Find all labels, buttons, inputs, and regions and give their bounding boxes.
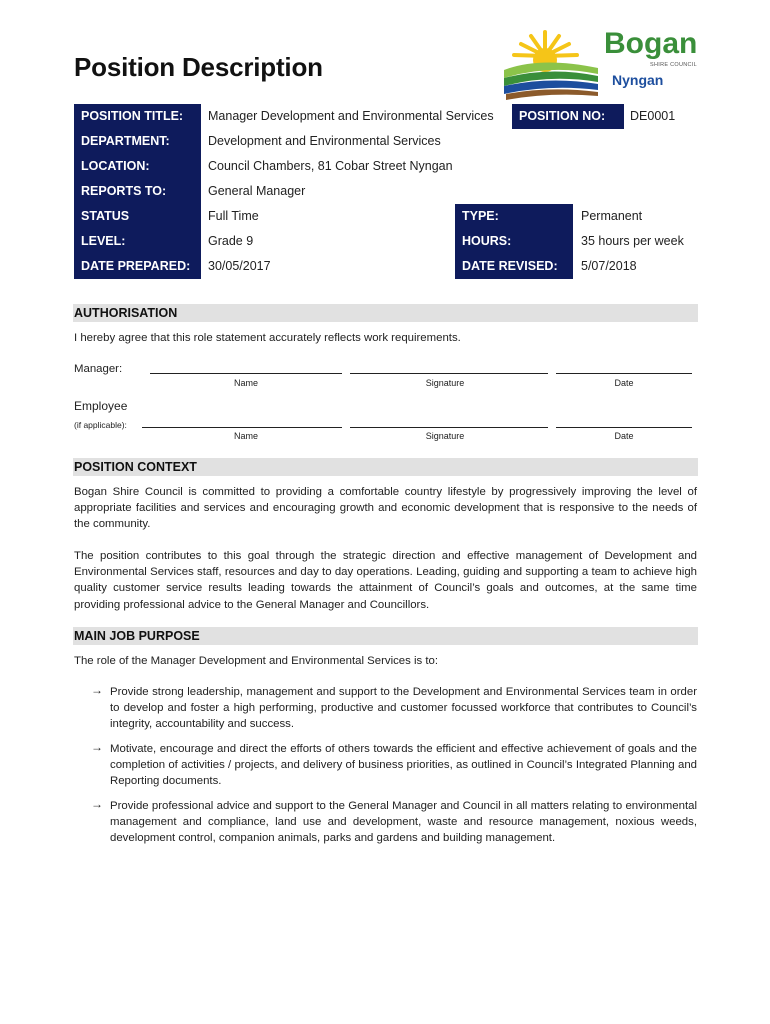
employee-sub-label: (if applicable): [74,420,127,430]
manager-signature-line[interactable] [350,373,548,374]
employee-label: Employee [74,399,128,413]
manager-date-caption: Date [614,378,634,388]
type-value: Permanent [581,209,643,223]
context-paragraph-1: Bogan Shire Council is committed to providing a comfortable country lifestyle by progressively improving the level of appropriate facilities and services and encouraging growth and economic development that is responsive to the needs of the community. [74,486,697,531]
date-prepared-value: 30/05/2017 [208,259,271,273]
department-value: Development and Environmental Services [208,134,441,148]
purpose-bullet-1: Provide strong leadership, management and support to the Development and Environmental Services team in order to develop and foster a high performing, productive and customer focussed workforce that contributes to Council’s integrity, accountability and success. [110,686,697,731]
arrow-icon: → [91,740,103,754]
employee-signature-caption: Signature [425,431,465,441]
page-title: Position Description [74,52,323,82]
purpose-bullet-3: Provide professional advice and support to the General Manager and Council in all matters relating to environmental management and compliance, land use and development, waste and resource management, noxious weeds, development control, companion animals, parks and gardens and building management. [110,800,697,845]
level-value: Grade 9 [208,234,254,248]
date-revised-value: 5/07/2018 [581,259,637,273]
main-job-purpose-heading: MAIN JOB PURPOSE [73,627,698,645]
arrow-icon: → [91,797,103,811]
type-label: TYPE: [455,204,573,229]
position-title-label: POSITION TITLE: [74,104,201,129]
status-label: STATUS [74,204,201,229]
reports-to-label: REPORTS TO: [74,179,201,204]
employee-date-caption: Date [614,431,634,441]
purpose-bullet-2: Motivate, encourage and direct the efforts of others towards the efficient and effective achievement of goals and the completion of activities / projects, and delivery of business priorities, as outlined in Council’s Integrated Planning and Reporting documents. [110,743,697,788]
date-revised-label: DATE REVISED: [455,254,573,279]
employee-signature-line[interactable] [350,427,548,428]
authorisation-heading: AUTHORISATION [73,304,698,322]
logo-wordmark: Bogan [604,27,698,60]
position-no-label: POSITION NO: [512,104,624,129]
employee-name-caption: Name [233,431,258,441]
logo-subtitle: SHIRE COUNCIL [650,62,697,68]
location-value: Council Chambers, 81 Cobar Street Nyngan [208,159,453,173]
arrow-icon: → [91,683,103,697]
reports-to-value: General Manager [208,184,306,198]
logo-town: Nyngan [612,72,664,88]
hours-value: 35 hours per week [581,234,684,248]
manager-signature-caption: Signature [425,378,465,388]
position-no-value: DE0001 [630,109,676,123]
hours-label: HOURS: [455,229,573,254]
position-title-value: Manager Development and Environmental Services [208,109,494,123]
employee-date-line[interactable] [556,427,692,428]
position-context-heading: POSITION CONTEXT [73,458,698,476]
level-label: LEVEL: [74,229,201,254]
purpose-intro: The role of the Manager Development and Environmental Services is to: [74,655,439,667]
employee-name-line[interactable] [142,427,342,428]
department-label: DEPARTMENT: [74,129,201,154]
bogan-shire-council-logo [500,26,700,106]
manager-date-line[interactable] [556,373,692,374]
date-prepared-label: DATE PREPARED: [74,254,201,279]
authorisation-statement: I hereby agree that this role statement accurately reflects work requirements. [74,332,461,344]
manager-name-caption: Name [233,378,258,388]
location-label: LOCATION: [74,154,201,179]
status-value: Full Time [208,209,259,223]
manager-label: Manager: [74,363,123,375]
context-paragraph-2: The position contributes to this goal through the strategic direction and effective management of Development and Environmental Services staff, resources and day to day operations. Leading, guiding and supporting a team to achieve high quality customer service results leading towards the attainment of Council’s goals and outcomes, at the same time providing professional advice to the General Manager and Councillors. [74,550,697,611]
manager-name-line[interactable] [150,373,342,374]
